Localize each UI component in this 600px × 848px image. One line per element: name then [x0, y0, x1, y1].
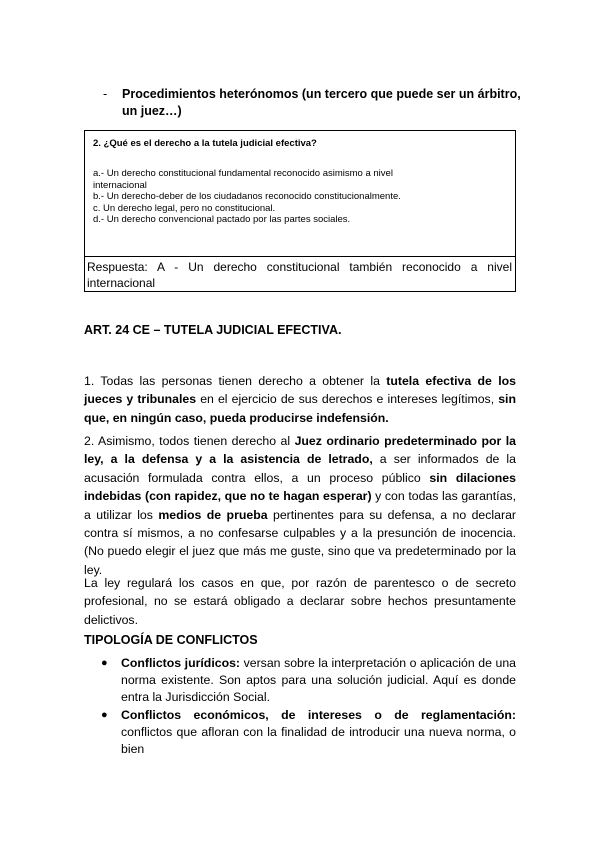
conflict-item-title: Conflictos jurídicos: [121, 656, 241, 670]
paragraph-1-text-a: 1. Todas las personas tienen derecho a obtener la [84, 374, 387, 388]
option-c: c. Un derecho legal, pero no constitucional. [93, 202, 276, 214]
paragraph-1-text-b: en el ejercicio de sus derechos e intereses legítimos, [196, 392, 499, 407]
answer-text: Respuesta: A - Un derecho constitucional también reconocido a nivel internacional [87, 260, 512, 290]
list-item-text: Procedimientos heterónomos (un tercero que puede ser un árbitro, un juez…) [122, 87, 521, 118]
paragraph-1-bold-b: sin que, en ningún caso, pueda producirse indefensión. [84, 392, 516, 425]
article-title: ART. 24 CE – TUTELA JUDICIAL EFECTIVA. [84, 323, 342, 337]
paragraph-2-text-c: y con todas las garantías, a utilizar los [84, 489, 517, 522]
option-d: d.- Un derecho convencional pactado por las partes sociales. [93, 214, 351, 225]
paragraph-1 [84, 372, 516, 427]
paragraph-2-bold-a: Juez ordinario predeterminado por la ley, a la defensa y a la asistencia de letrado, [84, 434, 516, 467]
paragraph-2 [84, 432, 516, 579]
conflict-list [84, 655, 516, 760]
question-image-area [85, 131, 515, 257]
paragraph-2-text-a: 2. Asimismo, todos tienen derecho al [84, 434, 295, 448]
tipologia-title: TIPOLOGÍA DE CONFLICTOS [84, 633, 258, 647]
question-box [84, 130, 516, 292]
conflict-item-title: Conflictos económicos, de intereses o de reglamentación: [121, 708, 516, 723]
paragraph-2-text-d: pertinentes para su defensa, a no declarar contra sí mismos, a no confesarse culpables y a la presunción de inocencia. (No puedo elegir el juez que más me guste, sino que va predeterminado por la ley. [84, 507, 517, 577]
option-a: a.- Un derecho constitucional fundamental reconocido asimismo a nivel internacional [93, 168, 393, 191]
option-b: b.- Un derecho-deber de los ciudadanos reconocido constitucionalmente. [93, 191, 401, 202]
question-title: 2. ¿Qué es el derecho a la tutela judicial efectiva? [93, 138, 317, 149]
conflict-item-text: conflictos que afloran con la finalidad de introducir una nueva norma, o bien [121, 725, 516, 756]
paragraph-1-bold-a: tutela efectiva de los jueces y tribunales [84, 374, 516, 407]
bullet-marker: ● [101, 709, 108, 722]
bullet-marker: ● [101, 657, 108, 669]
list-dash-marker: - [103, 87, 108, 101]
paragraph-3: La ley regulará los casos en que, por razón de parentesco o de secreto profesional, no se estará obligado a declarar sobre hechos presuntamente delictivos. [84, 576, 516, 627]
conflict-item-economicos [84, 707, 516, 757]
paragraph-2-text-b: a ser informados de la acusación formulada contra ellos, a un proceso público [84, 452, 516, 485]
paragraph-2-bold-c: medios de prueba [158, 507, 268, 522]
list-item-heteronomos [103, 86, 523, 120]
conflict-item-juridicos [84, 655, 516, 705]
conflict-item-text: versan sobre la interpretación o aplicación de una norma existente. Son aptos para una solución judicial. Aquí es donde entra la Jurisdicción Social. [121, 656, 516, 704]
paragraph-2-bold-b: sin dilaciones indebidas (con rapidez, que no te hagan esperar) [84, 470, 516, 504]
